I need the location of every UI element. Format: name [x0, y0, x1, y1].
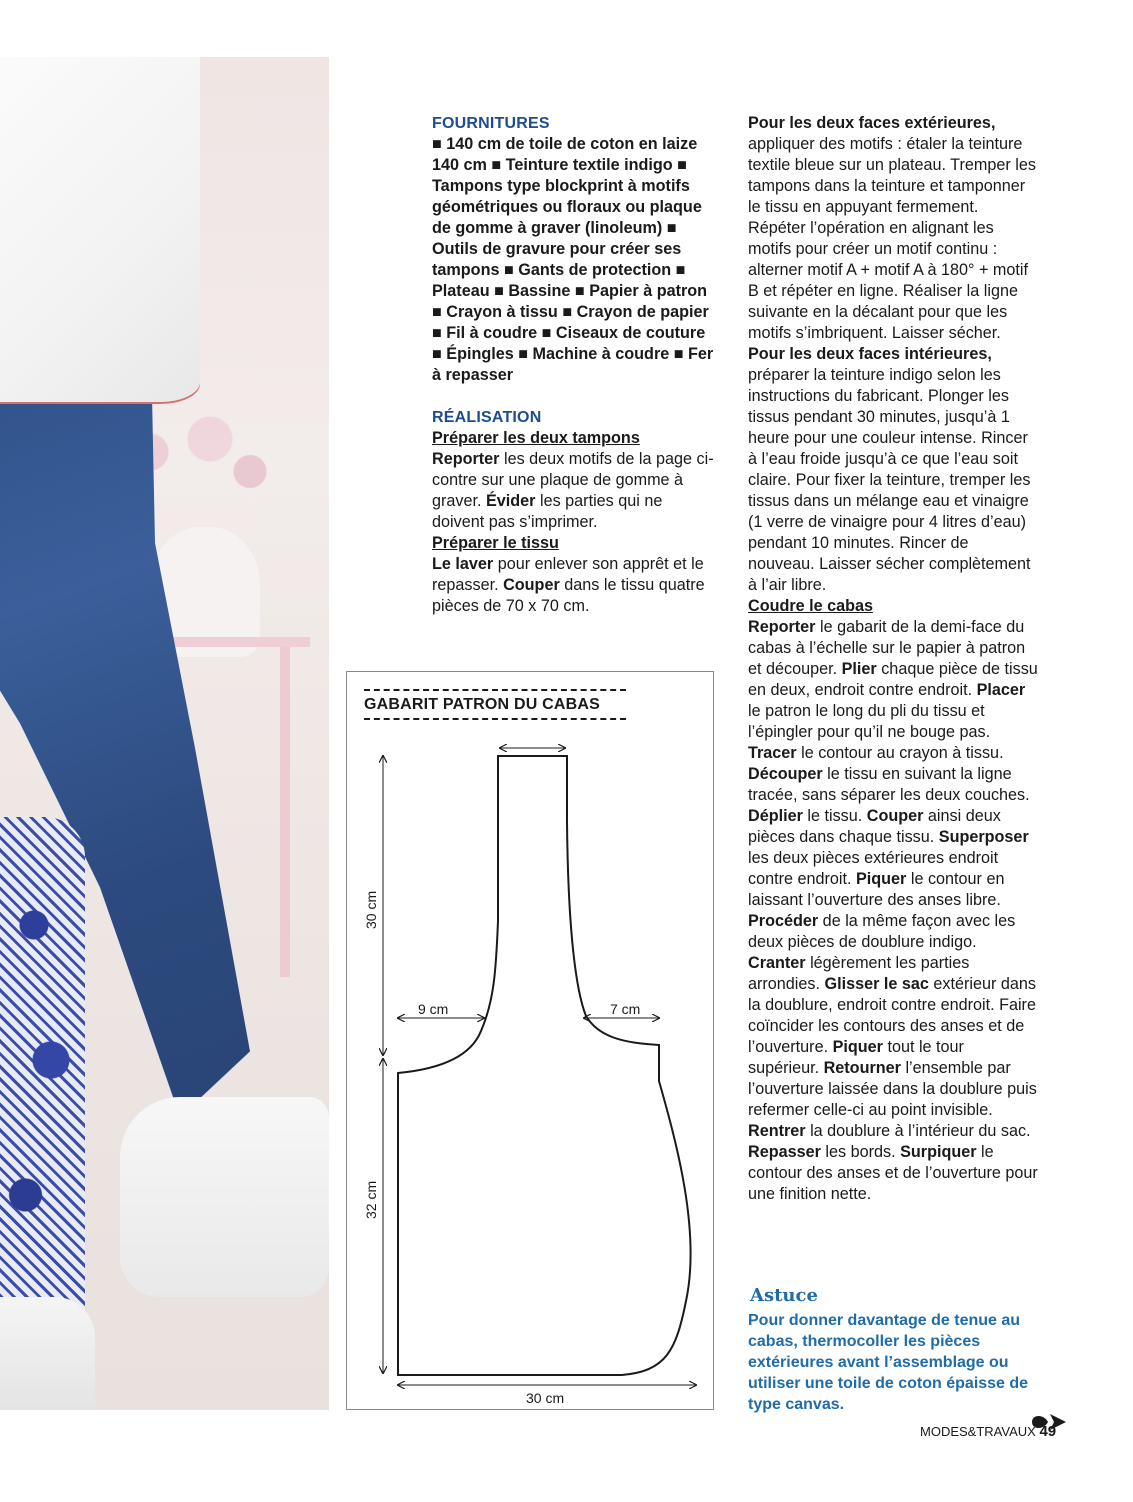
fabric-subheading: Préparer le tissu [432, 534, 559, 552]
pattern-title: GABARIT PATRON DU CABAS [364, 696, 600, 713]
bag-pattern-diagram [346, 671, 714, 1410]
fabric-paragraph: Le laver pour enlever son apprêt et le repasser. Couper dans le tissu quatre pièces de 70 x 70 cm. [432, 555, 705, 615]
supplies-list: ■ 140 cm de toile de coton en laize 140 cm ■ Teinture textile indigo ■ Tampons type blockprint à motifs géométriques ou floraux ou plaque de gomme à graver (linoleum) ■ Outils de gravure pour créer ses tampons ■ Gants de protection ■ Plateau ■ Bassine ■ Papier à patron ■ Crayon à tissu ■ Crayon de papier ■ Fil à coudre ■ Ciseaux de couture ■ Épingles ■ Machine à coudre ■ Fer à repasser [432, 135, 714, 384]
outer-faces-paragraph: Pour les deux faces extérieures, appliquer des motifs : étaler la teinture textile bleue sur un plateau. Tremper les tampons dans la teinture et tamponner le tissu en appuyant fermement. Répéter l’opération en alignant les motifs pour créer un motif continu : alterner motif A + motif A à 180° + motif B et répéter en ligne. Réaliser la ligne suivante en la décalant pour que les motifs s’imbriquent. Laisser sécher. [748, 114, 1036, 342]
label-30cm-bottom: 30 cm [526, 1390, 565, 1406]
bag-outline [398, 756, 691, 1375]
label-30cm-vertical: 30 cm [363, 890, 379, 929]
supplies-heading: FOURNITURES [432, 115, 550, 132]
lifestyle-photo [0, 57, 329, 1410]
label-9cm: 9 cm [418, 1001, 449, 1017]
left-column [432, 113, 717, 617]
astuce-title: Astuce [750, 1285, 818, 1306]
photo-shoe-second [0, 1297, 95, 1410]
photo-shirt [0, 57, 200, 402]
photo-shoe [120, 1097, 329, 1297]
inner-faces-paragraph: Pour les deux faces intérieures, préparer la teinture indigo selon les instructions du fabricant. Plonger les tissus pendant 30 minutes, jusqu’à 1 heure pour une couleur intense. Rincer à l’eau froide jusqu’à ce que l’eau soit claire. Pour fixer la teinture, tremper les tissus dans un mélange eau et vinaigre (1 verre de vinaigre pour 4 litres d’eau) pendant 10 minutes. Rincer de nouveau. Laisser sécher complètement à l’air libre. [748, 345, 1031, 594]
sew-paragraph: Reporter le gabarit de la demi-face du cabas à l’échelle sur le papier à patron et découper. Plier chaque pièce de tissu en deux, endroit contre endroit. Placer le patron le long du pli du tissu et l’épingler pour qu’il ne bouge pas. Tracer le contour au crayon à tissu. Découper le tissu en suivant la ligne tracée, sans séparer les deux couches. Déplier le tissu. Couper ainsi deux pièces dans chaque tissu. Superposer les deux pièces extérieures endroit contre endroit. Piquer le contour en laissant l’ouverture des anses libre. Procéder de la même façon avec les deux pièces de doublure indigo. Cranter légèrement les parties arrondies. Glisser le sac extérieur dans la doublure, endroit contre endroit. Faire coïncider les contours des anses et de l’ouverture. Piquer tout le tour supérieur. Retourner l’ensemble par l’ouverture laissée dans la doublure puis refermer celle-ci au point invisible. Rentrer la doublure à l’intérieur du sac. Repasser les bords. Surpiquer le contour des anses et de l’ouverture pour une finition nette. [748, 618, 1038, 1203]
photo-table-leg [280, 647, 290, 977]
realisation-heading: RÉALISATION [432, 409, 542, 426]
stamps-paragraph: Reporter les deux motifs de la page ci-contre sur une plaque de gomme à graver. Évider les parties qui ne doivent pas s’imprimer. [432, 450, 714, 531]
right-column [748, 113, 1038, 1205]
photo-printed-pants [0, 817, 85, 1357]
sew-subheading: Coudre le cabas [748, 597, 874, 615]
label-32cm-vertical: 32 cm [363, 1180, 379, 1219]
label-7cm: 7 cm [610, 1001, 641, 1017]
stamps-subheading: Préparer les deux tampons [432, 429, 640, 447]
astuce-text: Pour donner davantage de tenue au cabas, thermocoller les pièces extérieures avant l’assemblage ou utiliser une toile de coton épaisse de type canvas. [748, 1312, 1029, 1413]
page-number: 49 [1039, 1423, 1057, 1440]
page-footer [920, 1423, 1056, 1440]
magazine-name: MODES&TRAVAUX [920, 1424, 1036, 1439]
